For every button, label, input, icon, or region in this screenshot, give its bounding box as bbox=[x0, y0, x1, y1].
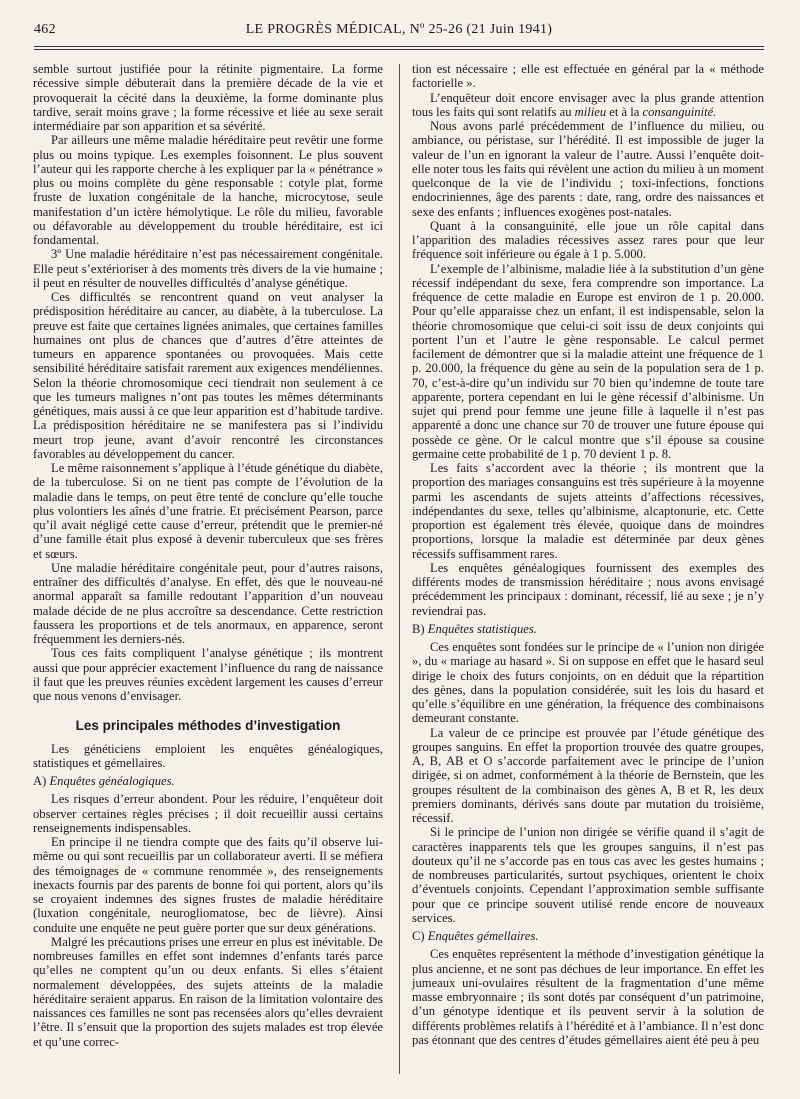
paragraph: Les enquêtes généalogiques fournissent des exemples des différents modes de transmission héréditaire ; nous avons envisagé précédemment les principaux : dominant, récessif, lié au sexe ; je n’y reviendrai pas. bbox=[412, 560, 764, 618]
paragraph: Tous ces faits compliquent l’analyse génétique ; ils montrent aussi que pour apprécier exactement l’influence du rang de naissance il faut que les preuves réunies excèdent largement les causes d’erreur que nous venons d’envisager. bbox=[33, 646, 383, 703]
emphasis: milieu bbox=[574, 104, 607, 119]
paragraph: Malgré les précautions prises une erreur en plus est inévitable. De nombreuses familles en effet sont indemnes d’enfants tarés parce qu’elles ne comptent qu’un ou deux enfants. Si elles s’étaient normalement développées, des sujets atteints de la maladie héréditaire seraient apparus. En raison de la limitation volontaire des naissances ces familles ne sont pas recensées alors qu’elles devraient l’être. Il s’ensuit que la proportion des sujets malades est trop élevée et qu’une correc- bbox=[33, 934, 383, 1049]
paragraph: semble surtout justifiée pour la rétinite pigmentaire. La forme récessive simple débuterait dans la première décade de la vie et provoquerait la cécité dans la deuxième, la forme dominante plus tardive, serait moins grave ; la forme récessive et liée au sexe serait intermédiaire par son apparition et sa sévérité. bbox=[33, 62, 383, 133]
paragraph: Le même raisonnement s’applique à l’étude génétique du diabète, de la tuberculose. Si on ne tient pas compte de l’évolution de la maladie dans le temps, on peut être tenté de conclure qu’elle touche plus volontiers les aînés d’une fratrie. Et précisément Pearson, parce qu’il avait négligé cette cause d’erreur, prétendit que le premier-né d’une famille était plus exposé à devenir tuberculeux que ses frères et sœurs. bbox=[33, 461, 383, 561]
paragraph: L’exemple de l’albinisme, maladie liée à la substitution d’un gène récessif indépendant du sexe, fera comprendre son importance. La fréquence de cette maladie en Europe est environ de 1 p. 20.000. Pour qu’elle apparaisse chez un enfant, il est indispensable, selon la théorie chromosomique que celui-ci soit issu de deux conjoints qui portent l’un et l’autre le gène responsable. Le calcul permet facilement de démontrer que si la maladie atteint une fréquence de 1 p. 20.000, la fréquence du gène au sein de la population sera de 1 p. 70, c’est-à-dire qu’un individu sur 70 bien qu’indemne de toute tare apparente, portera cependant en lui le gène récessif d’albinisme. Un sujet qui prend pour femme une jeune fille à laquelle il n’est pas apparenté a donc une chance sur 70 de trouver une future épouse qui possède ce gène. Or le calcul montre que s’il épouse sa cousine germaine cette probabilité de 1 p. 70 devient 1 p. 8. bbox=[412, 261, 764, 461]
paragraph: Ces enquêtes sont fondées sur le principe de « l’union non dirigée », du « mariage au hasard ». Si on suppose en effet que le hasard seul dirige le choix des futurs conjoints, on en déduit que la répartition des gènes, dans la population considérée, suit les lois du hasard et qu’elle s’équilibre en une génération, la fréquence des combinaisons demeurant constante. bbox=[412, 640, 764, 726]
paragraph: Les généticiens emploient les enquêtes généalogiques, statistiques et gémellaires. bbox=[33, 741, 383, 770]
page-number: 462 bbox=[34, 22, 56, 37]
paragraph: 3º Une maladie héréditaire n’est pas nécessairement congénitale. Elle peut s’extérioriser à des moments très divers de la vie humaine ; il peut en résulter de nouvelles difficultés d’analyse génétique. bbox=[33, 247, 383, 290]
right-column bbox=[412, 62, 764, 1047]
subsection-title: Enquêtes gémellaires. bbox=[427, 929, 539, 943]
subsection-heading-a bbox=[33, 774, 383, 788]
subsection-title: Enquêtes généalogiques. bbox=[49, 774, 175, 788]
paragraph: Les faits s’accordent avec la théorie ; ils montrent que la proportion des mariages consanguins est très supérieure à la moyenne parmi les ascendants de sujets atteints d’affections récessives, indépendantes du sexe, telles qu’albinisme, alcaptonurie, etc. Cette proportion est également très élevée, quoique dans de moindres proportions, lorsque la maladie est déterminée par deux gènes récessifs suffisamment rares. bbox=[412, 461, 764, 561]
subsection-heading-b bbox=[412, 622, 764, 636]
paragraph: Ces difficultés se rencontrent quand on veut analyser la prédisposition héréditaire au cancer, au diabète, à la tuberculose. La preuve est faite que certaines lignées animales, que certaines familles humaines ont plus de chances que d’autres d’être atteintes de tumeurs en apparence spontanées ou provoquées. Mais cette sensibilité héréditaire satisfait rarement aux exigences mendéliennes. Selon la théorie chromosomique ceci tiendrait non seulement à ce que les tumeurs malignes n’ont pas toutes les mêmes déterminants génétiques, mais aussi à ce que leur apparition est d’habitude tardive. La prédisposition héréditaire ne se manifestera pas si l’individu meurt trop jeune, avant d’avoir rencontré les circonstances favorables au développement du cancer. bbox=[33, 290, 383, 461]
paragraph: La valeur de ce principe est prouvée par l’étude génétique des groupes sanguins. En effet la proportion trouvée des quatre groupes, A, B, AB et O s’accorde parfaitement avec le principe de l’union dirigée, si on admet, conformément à la théorie de Bernstein, que les groupes résultent de la combinaison des gènes A, B et R, les deux premiers dominants, dérivés sans doute par mutation du troisième, récessif. bbox=[412, 725, 764, 825]
paragraph: En principe il ne tiendra compte que des faits qu’il observe lui-même ou qui sont recueillis par un collaborateur averti. Il se méfiera des témoignages de « commune renommée », des renseignements inexacts fournis par des parents de bonne foi qui portent, alors qu’ils se croyaient indemnes des signes frustes de maladie héréditaire (luxation congénitale, neurogliomatose, bec de lièvre). Ainsi conduite une enquête ne peut guère porter que sur deux générations. bbox=[33, 835, 383, 935]
subsection-label: A) bbox=[33, 774, 47, 788]
paragraph: Par ailleurs une même maladie héréditaire peut revêtir une forme plus ou moins typique. Les exemples foisonnent. Le plus souvent l’auteur qui les rapporte cherche à les expliquer par la « pénétrance » plus ou moins complète du gène responsable : cotyle plat, forme fruste de luxation congénitale de la hanche, microcytose, seule manifestation d’un ictère hémolytique. Le rôle du milieu, favorable ou défavorable au développement du trouble héréditaire, est ici fondamental. bbox=[33, 133, 383, 247]
left-column bbox=[33, 62, 383, 1049]
subsection-label: C) bbox=[412, 929, 425, 943]
paragraph: L’enquêteur doit encore envisager avec la plus grande attention tous les faits qui sont relatifs au milieu et à la consanguinité. bbox=[412, 90, 764, 119]
paragraph: Ces enquêtes représentent la méthode d’investigation génétique la plus ancienne, et ne sont pas déchues de leur importance. En effet les jumeaux uni-ovulaires résultent de la fragmentation d’une même masse embryonnaire ; ils sont dotés par conséquent d’un patrimoine, d’un génotype identique et ils peuvent servir à la solution de différents problèmes relatifs à l’hérédité et à l’ambiance. Il n’est donc pas étonnant que des centres d’études gémellaires aient été peu à peu bbox=[412, 947, 764, 1047]
header-rule bbox=[34, 46, 764, 47]
paragraph: Une maladie héréditaire congénitale peut, pour d’autres raisons, entraîner des difficultés d’analyse. En effet, dès que le nouveau-né anormal apparaît sa famille redoutant l’apparition d’un nouveau malade décide de ne plus accroître sa descendance. Cette restriction faussera les proportions et de tels anormaux, en apparence, seront fréquemment les derniers-nés. bbox=[33, 560, 383, 646]
emphasis: consanguinité. bbox=[642, 104, 717, 119]
subsection-title: Enquêtes statistiques. bbox=[427, 621, 537, 636]
subsection-label: B) bbox=[412, 621, 425, 636]
header-rule-secondary bbox=[34, 49, 764, 50]
column-divider bbox=[399, 64, 400, 1074]
running-header bbox=[34, 22, 764, 44]
paragraph: Quant à la consanguinité, elle joue un rôle capital dans l’apparition des maladies récessives assez rares pour que leur fréquence soit inférieure ou égale à 1 p. 5.000. bbox=[412, 218, 764, 262]
paragraph: Si le principe de l’union non dirigée se vérifie quand il s’agit de caractères inapparents tels que les groupes sanguins, il n’est pas douteux qu’il ne s’accorde pas en tous cas avec les gestes humains ; de nombreuses particularités, surtout psychiques, orientent le choix d’éventuels conjoints. Cependant l’approximation semble suffisante pour que ce principe souvent utilisé rende encore de nouveaux services. bbox=[412, 825, 764, 925]
paragraph: Nous avons parlé précédemment de l’influence du milieu, ou ambiance, ou péristase, sur l’hérédité. Il est impossible de juger la valeur de l’un en ignorant la valeur de l’autre. Aussi l’enquête doit-elle noter tous les faits qui révèlent une action du milieu à un moment quelconque de la vie de l’individu ; toxi-infections, fonctions endocriniennes, âge des parents : date, rang, ordre des naissances et sexe des enfants ; influences exogènes post-natales. bbox=[412, 119, 764, 219]
paragraph: tion est nécessaire ; elle est effectuée en général par la « méthode factorielle ». bbox=[412, 62, 764, 91]
section-heading: Les principales méthodes d’investigation bbox=[75, 718, 341, 734]
journal-title: LE PROGRÈS MÉDICAL, Nº 25-26 (21 Juin 1941) bbox=[245, 22, 553, 37]
paragraph: Les risques d’erreur abondent. Pour les réduire, l’enquêteur doit observer certaines règles précises ; il doit recueillir aussi certains renseignements indispensables. bbox=[33, 792, 383, 835]
subsection-heading-c bbox=[412, 929, 764, 943]
